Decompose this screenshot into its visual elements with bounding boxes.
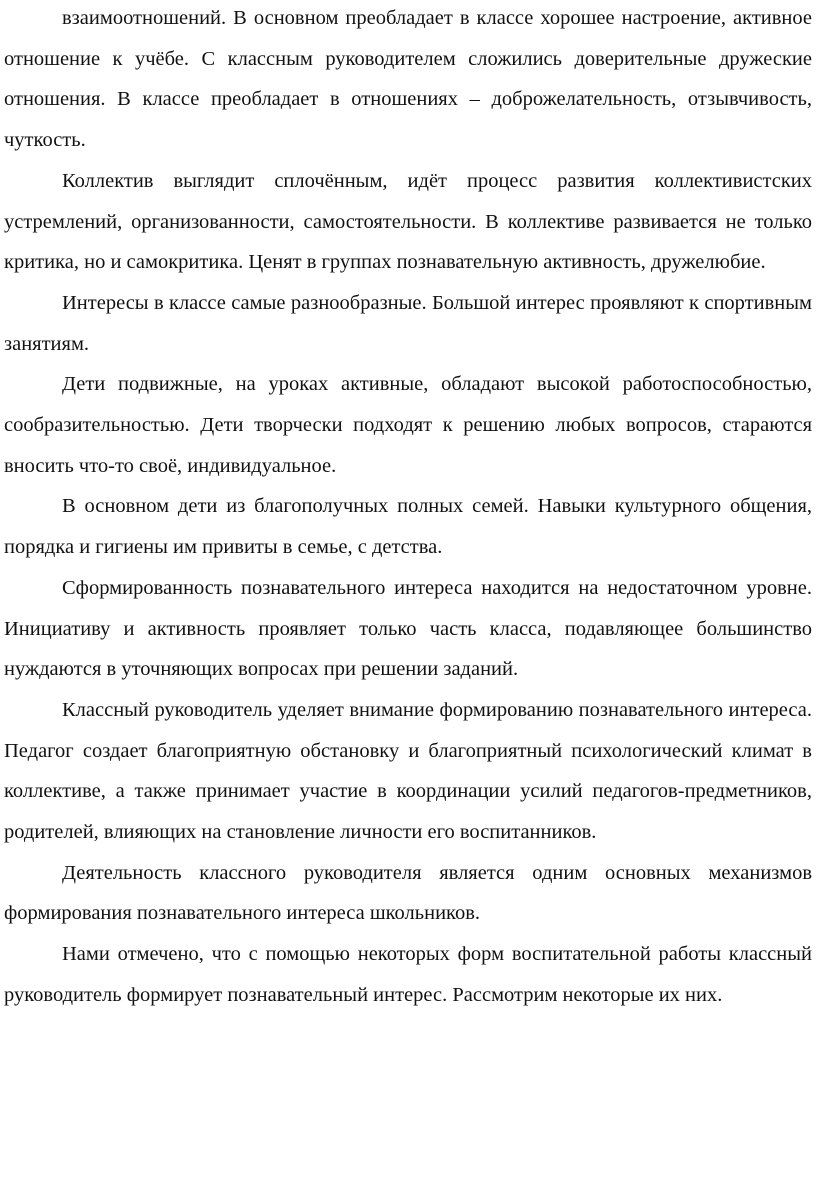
paragraph-9: Нами отмечено, что с помощью некоторых форм воспитательной работы классный руководитель формирует познавательный интерес. Рассмотрим некоторые их них. bbox=[4, 943, 812, 1006]
paragraph-1: взаимоотношений. В основном преобладает в классе хорошее настроение, активное отношение к учёбе. С классным руководителем сложились доверительные дружеские отношения. В классе преобладает в отношениях – доброжелательность, отзывчивость, чуткость. bbox=[4, 7, 812, 152]
paragraph-3: Интересы в классе самые разнообразные. Большой интерес проявляют к спортивным занятиям. bbox=[4, 291, 812, 355]
paragraph-7: Классный руководитель уделяет внимание формированию познавательного интереса. Педагог создает благоприятную обстановку и благоприятный психологический климат в коллективе, а также принимает участие в координации усилий педагогов-предметников, родителей, влияющих на становление личности его воспитанников. bbox=[4, 698, 812, 844]
paragraph-6: Сформированность познавательного интереса находится на недостаточном уровне. Инициативу и активность проявляет только часть класса, подавляющее большинство нуждаются в уточняющих вопросах при решении заданий. bbox=[4, 576, 812, 681]
paragraph-4: Дети подвижные, на уроках активные, обладают высокой работоспособностью, сообразительностью. Дети творчески подходят к решению любых вопросов, стараются вносить что-то своё, индивидуальное. bbox=[4, 373, 812, 477]
paragraph-5: В основном дети из благополучных полных семей. Навыки культурного общения, порядка и гигиены им привиты в семье, с детства. bbox=[4, 495, 812, 559]
paragraph-2: Коллектив выглядит сплочённым, идёт процесс развития коллективистских устремлений, организованности, самостоятельности. В коллективе развивается не только критика, но и самокритика. Ценят в группах познавательную активность, дружелюбие. bbox=[4, 169, 812, 274]
paragraph-8: Деятельность классного руководителя является одним основных механизмов формирования познавательного интереса школьников. bbox=[4, 861, 812, 925]
document-page bbox=[4, 0, 812, 1016]
